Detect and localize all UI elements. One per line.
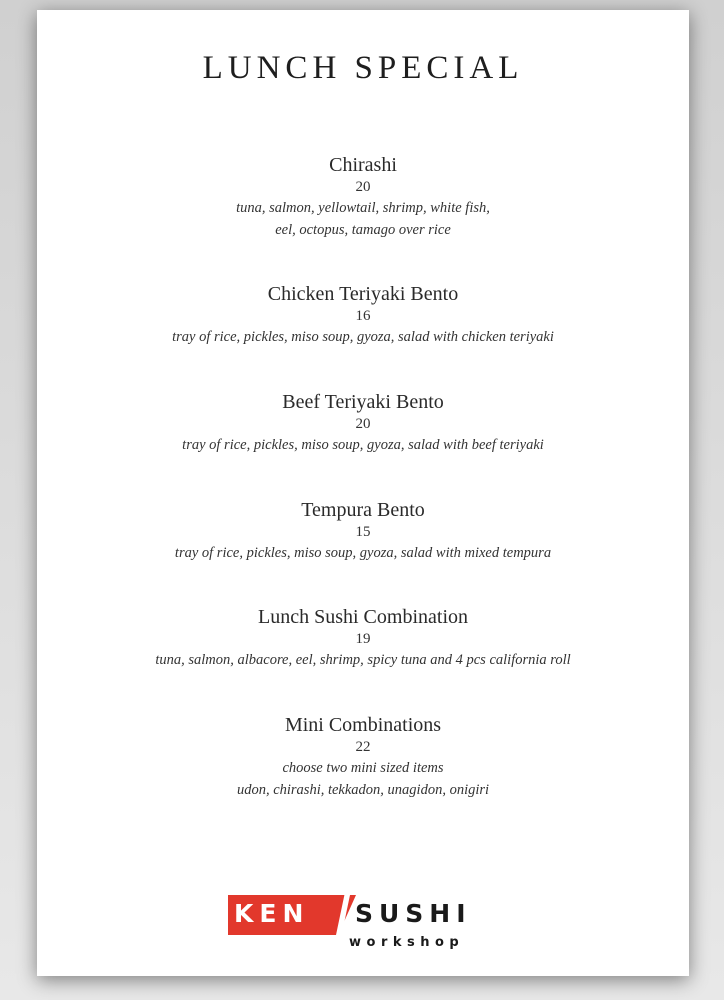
item-name: Beef Teriyaki Bento <box>282 391 444 413</box>
item-name: Mini Combinations <box>284 714 442 736</box>
menu-title: LUNCH SPECIAL <box>202 50 524 86</box>
menu-page <box>37 10 689 976</box>
item-price: 19 <box>355 631 371 647</box>
menu-item-chirashi <box>37 153 689 241</box>
menu-item-beef-teriyaki-bento <box>37 390 689 456</box>
item-name: Chicken Teriyaki Bento <box>267 283 459 305</box>
item-description: eel, octopus, tamago over rice <box>275 222 451 238</box>
item-price: 20 <box>355 179 371 195</box>
item-name: Chirashi <box>329 154 397 176</box>
logo-sushi-text: SUSHI <box>355 899 472 928</box>
menu-item-mini-combinations <box>37 713 689 801</box>
item-price: 16 <box>355 308 371 324</box>
menu-item-tempura-bento <box>37 498 689 564</box>
menu-item-chicken-teriyaki-bento <box>37 282 689 348</box>
item-description: tray of rice, pickles, miso soup, gyoza, salad with mixed tempura <box>174 545 552 561</box>
item-description: tuna, salmon, yellowtail, shrimp, white fish, <box>236 200 490 216</box>
logo-ken-text: KEN <box>234 899 310 928</box>
item-description: tray of rice, pickles, miso soup, gyoza, salad with beef teriyaki <box>182 437 544 453</box>
item-price: 15 <box>355 524 371 540</box>
item-price: 20 <box>355 416 371 432</box>
item-description: udon, chirashi, tekkadon, unagidon, onigiri <box>236 782 490 798</box>
item-description: choose two mini sized items <box>282 760 444 776</box>
item-price: 22 <box>355 739 371 755</box>
item-name: Lunch Sushi Combination <box>258 606 468 628</box>
item-description: tuna, salmon, albacore, eel, shrimp, spicy tuna and 4 pcs california roll <box>155 652 571 668</box>
item-description: tray of rice, pickles, miso soup, gyoza, salad with chicken teriyaki <box>172 329 554 345</box>
menu-item-lunch-sushi-combination <box>37 605 689 671</box>
logo-workshop-text: workshop <box>349 935 465 950</box>
ken-sushi-logo <box>228 895 508 955</box>
item-name: Tempura Bento <box>301 499 425 521</box>
